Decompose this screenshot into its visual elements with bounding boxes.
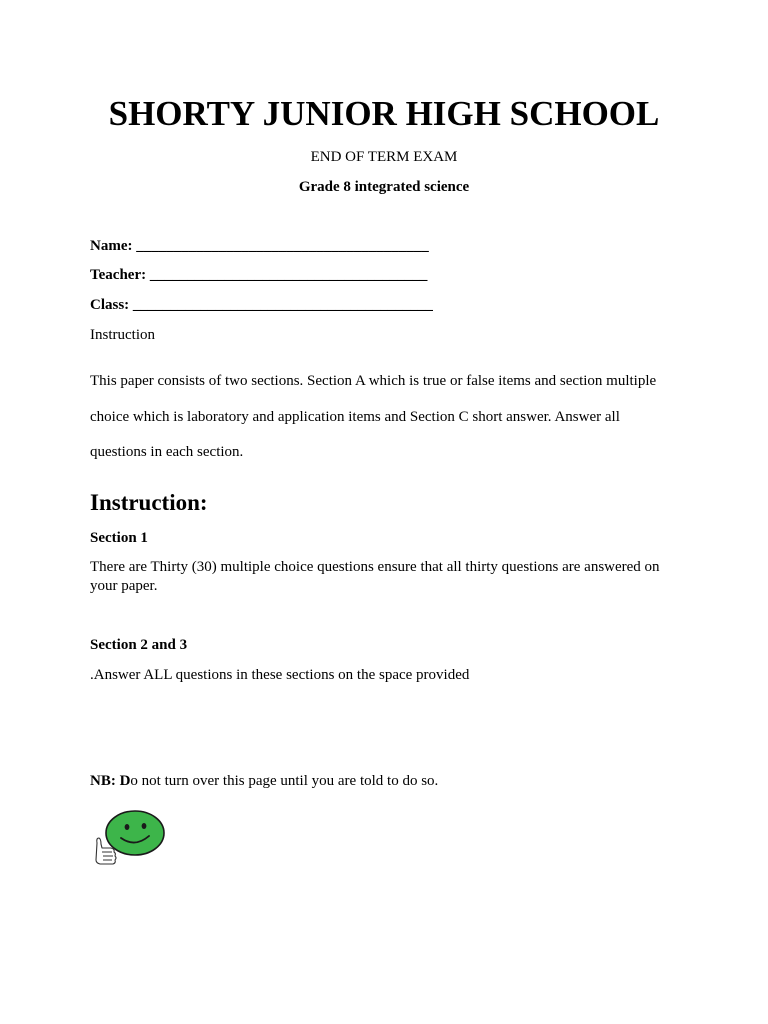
section-1-text: There are Thirty (30) multiple choice questions ensure that all thirty questions are answered on your paper. — [90, 559, 660, 594]
nb-text: o not turn over this page until you are told to do so. — [130, 773, 439, 789]
nb-label: NB: D — [90, 773, 131, 789]
exam-title: END OF TERM EXAM — [310, 149, 458, 165]
instruction-label: Instruction — [90, 327, 155, 343]
instructions-heading: Instruction: — [90, 490, 208, 515]
grade-subject: Grade 8 integrated science — [298, 179, 470, 195]
smiley-right-eye — [142, 823, 147, 829]
teacher-field: Teacher: _____________________________________ — [90, 267, 428, 283]
smiley-face — [106, 811, 164, 855]
section-1-heading: Section 1 — [90, 530, 148, 546]
school-title: SHORTY JUNIOR HIGH SCHOOL — [108, 94, 660, 133]
section-2-3-text: .Answer ALL questions in these sections on the space provided — [90, 667, 470, 683]
intro-line-3: questions in each section. — [90, 444, 244, 460]
class-field: Class: ________________________________________ — [90, 297, 433, 313]
smiley-left-eye — [125, 824, 130, 830]
section-2-3-heading: Section 2 and 3 — [90, 637, 188, 653]
intro-line-1: This paper consists of two sections. Section A which is true or false items and section multiple — [90, 373, 657, 389]
smiley-thumbs-up-icon — [90, 806, 174, 868]
intro-line-2: choice which is laboratory and application items and Section C short answer. Answer all — [90, 409, 620, 425]
name-field: Name: _______________________________________ — [90, 238, 429, 254]
nb-note — [90, 772, 438, 791]
